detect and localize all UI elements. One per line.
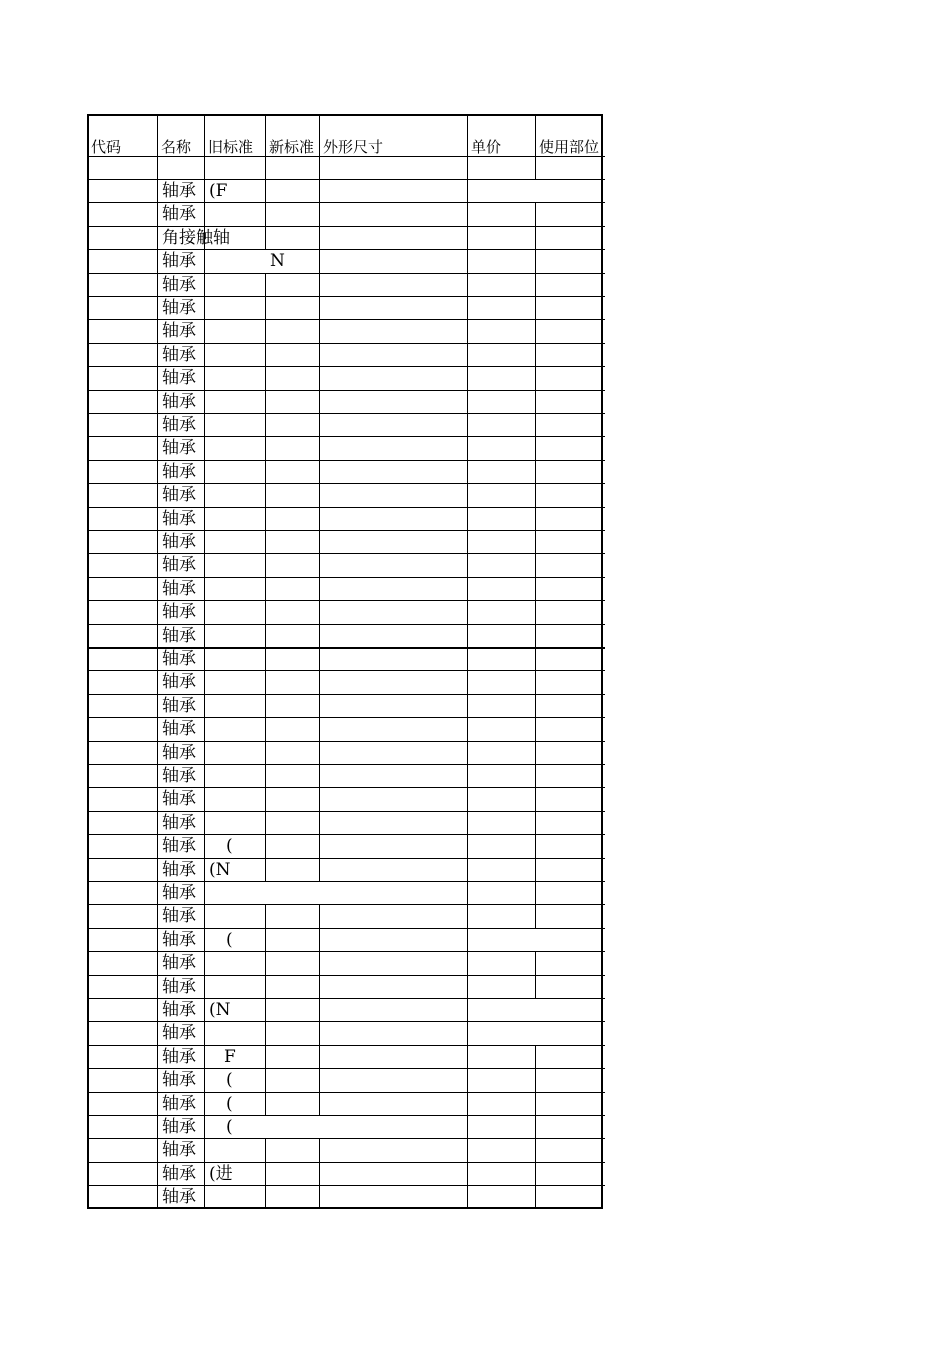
grid-line: [467, 507, 468, 530]
grid-line: [535, 249, 536, 272]
grid-line: [89, 881, 605, 882]
grid-line: [89, 366, 605, 367]
grid-line: [89, 670, 605, 671]
table-cell[interactable]: 轴承: [162, 1023, 196, 1044]
grid-line: [265, 1068, 266, 1091]
grid-line: [265, 343, 266, 366]
grid-line: [319, 1045, 320, 1068]
grid-line: [265, 226, 266, 249]
grid-line: [319, 764, 320, 787]
grid-line: [265, 834, 266, 857]
grid-line: [319, 366, 320, 389]
grid-line: [467, 881, 468, 904]
table-cell[interactable]: 轴承: [162, 602, 196, 623]
grid-line: [265, 741, 266, 764]
grid-line: [89, 1138, 605, 1139]
grid-line: [265, 717, 266, 740]
grid-line: [89, 390, 605, 391]
grid-line: [89, 577, 605, 578]
grid-line: [535, 881, 536, 904]
grid-line: [265, 975, 266, 998]
grid-line: [535, 787, 536, 810]
grid-line: [89, 273, 605, 274]
grid-line: [467, 764, 468, 787]
grid-line: [535, 460, 536, 483]
grid-line: [265, 156, 266, 179]
grid-line: [319, 600, 320, 623]
grid-line: [467, 577, 468, 600]
grid-line: [265, 413, 266, 436]
grid-line: [319, 1021, 320, 1044]
grid-line: [319, 179, 320, 202]
grid-line: [467, 834, 468, 857]
table-cell[interactable]: 轴承: [162, 1187, 196, 1208]
grid-line: [319, 998, 320, 1021]
grid-line: [89, 507, 605, 508]
grid-line: [467, 1185, 468, 1208]
grid-line: [265, 179, 266, 202]
grid-line: [535, 483, 536, 506]
table-cell[interactable]: (N: [209, 859, 231, 880]
grid-line: [467, 202, 468, 225]
grid-line: [535, 114, 536, 156]
table-cell[interactable]: 轴承: [162, 976, 196, 997]
grid-line: [89, 928, 605, 929]
grid-line: [535, 413, 536, 436]
grid-line: [89, 226, 605, 227]
grid-line: [467, 530, 468, 553]
spreadsheet-table: [87, 114, 603, 1209]
grid-line: [265, 114, 266, 156]
grid-line: [265, 1162, 266, 1185]
table-cell[interactable]: 角接触轴: [162, 227, 230, 248]
grid-line: [89, 1092, 605, 1093]
grid-line: [89, 951, 605, 952]
grid-line: [467, 951, 468, 974]
table-cell[interactable]: (: [226, 1117, 233, 1137]
grid-line: [535, 904, 536, 927]
grid-line: [265, 202, 266, 225]
grid-line: [467, 694, 468, 717]
grid-line: [265, 530, 266, 553]
table-cell[interactable]: 轴承: [162, 766, 196, 786]
table-cell[interactable]: 轴承: [162, 695, 196, 716]
grid-line: [535, 296, 536, 319]
grid-line: [535, 951, 536, 974]
grid-line: [319, 319, 320, 342]
table-cell[interactable]: 轴承: [162, 672, 196, 693]
table-cell[interactable]: 轴承: [162, 1046, 196, 1067]
table-cell[interactable]: (N: [209, 1000, 231, 1020]
table-cell[interactable]: 轴承: [162, 906, 196, 927]
grid-line: [535, 764, 536, 787]
table-cell[interactable]: 轴承: [162, 1163, 196, 1184]
grid-line: [535, 1115, 536, 1138]
column-header: 代码: [91, 138, 122, 156]
grid-line: [89, 600, 605, 601]
grid-line: [265, 647, 266, 670]
grid-line: [467, 717, 468, 740]
table-cell[interactable]: 轴承: [162, 883, 196, 903]
table-cell[interactable]: 轴承: [162, 391, 196, 412]
grid-line: [535, 530, 536, 553]
table-cell[interactable]: 轴承: [162, 532, 196, 552]
table-cell[interactable]: 轴承: [162, 298, 196, 318]
grid-line: [265, 858, 266, 881]
table-cell[interactable]: 轴承: [162, 1070, 196, 1091]
table-cell[interactable]: 轴承: [162, 1140, 196, 1161]
grid-line: [319, 694, 320, 717]
grid-line: [319, 834, 320, 857]
grid-line: [89, 156, 605, 157]
grid-line: [467, 343, 468, 366]
grid-line: [535, 1092, 536, 1115]
grid-line: [319, 1068, 320, 1091]
grid-line: [89, 553, 605, 554]
grid-line: [89, 1068, 605, 1069]
table-cell[interactable]: (: [226, 836, 233, 857]
grid-line: [319, 858, 320, 881]
grid-line: [467, 787, 468, 810]
grid-line: [319, 975, 320, 998]
grid-line: [467, 179, 468, 202]
grid-line: [467, 670, 468, 693]
grid-line: [535, 624, 536, 647]
grid-line: [265, 273, 266, 296]
grid-line: [535, 366, 536, 389]
grid-line: [319, 787, 320, 810]
grid-line: [89, 741, 605, 742]
table-cell[interactable]: (: [226, 929, 233, 950]
grid-line: [467, 226, 468, 249]
grid-line: [467, 1162, 468, 1185]
grid-line: [467, 1115, 468, 1138]
grid-line: [319, 1162, 320, 1185]
grid-line: [319, 741, 320, 764]
table-cell[interactable]: 轴承: [162, 508, 196, 529]
grid-line: [265, 366, 266, 389]
grid-line: [467, 483, 468, 506]
grid-line: [319, 226, 320, 249]
table-cell[interactable]: 轴承: [162, 485, 196, 506]
grid-line: [89, 1185, 605, 1186]
grid-line: [319, 928, 320, 951]
grid-line: [265, 998, 266, 1021]
grid-line: [535, 507, 536, 530]
table-cell[interactable]: 轴承: [162, 789, 196, 810]
grid-line: [319, 413, 320, 436]
grid-line: [467, 1092, 468, 1115]
grid-line: [89, 319, 605, 320]
grid-line: [535, 858, 536, 881]
grid-line: [535, 1185, 536, 1208]
grid-line: [265, 483, 266, 506]
grid-line: [467, 460, 468, 483]
grid-line: [265, 319, 266, 342]
grid-line: [467, 390, 468, 413]
table-cell[interactable]: 轴承: [162, 204, 196, 225]
grid-line: [89, 998, 605, 999]
column-header: 单价: [471, 138, 502, 156]
grid-line: [535, 1138, 536, 1161]
grid-line: [265, 1092, 266, 1115]
grid-line: [89, 858, 605, 859]
grid-line: [467, 624, 468, 647]
grid-line: [535, 226, 536, 249]
grid-line: [535, 1068, 536, 1091]
grid-line: [467, 553, 468, 576]
grid-line: [535, 647, 536, 670]
table-cell[interactable]: 轴承: [162, 836, 196, 857]
table-cell[interactable]: 轴承: [162, 625, 196, 646]
grid-line: [319, 436, 320, 459]
table-cell[interactable]: 轴承: [162, 953, 196, 974]
grid-line: [535, 834, 536, 857]
grid-line: [265, 1045, 266, 1068]
grid-line: [319, 273, 320, 296]
grid-line: [319, 483, 320, 506]
table-cell[interactable]: 轴承: [162, 555, 196, 576]
grid-line: [467, 1045, 468, 1068]
grid-line: [319, 647, 320, 670]
table-cell[interactable]: (F: [209, 181, 228, 201]
table-cell[interactable]: 轴承: [162, 1093, 196, 1114]
grid-line: [319, 1185, 320, 1208]
grid-line: [265, 390, 266, 413]
table-cell[interactable]: 轴承: [162, 859, 196, 880]
table-cell[interactable]: 轴承: [162, 438, 196, 459]
grid-line: [467, 319, 468, 342]
grid-line: [535, 553, 536, 576]
table-cell[interactable]: 轴承: [162, 181, 196, 201]
table-cell[interactable]: (: [226, 1070, 233, 1091]
grid-line: [89, 249, 605, 250]
grid-line: [467, 998, 468, 1021]
grid-line: [89, 694, 605, 695]
table-cell[interactable]: 轴承: [162, 274, 196, 295]
grid-line: [265, 553, 266, 576]
grid-line: [319, 343, 320, 366]
grid-line: [265, 904, 266, 927]
grid-line: [535, 600, 536, 623]
grid-line: [467, 647, 468, 670]
table-cell[interactable]: 轴承: [162, 1117, 196, 1137]
grid-line: [467, 296, 468, 319]
grid-line: [265, 670, 266, 693]
grid-line: [89, 483, 605, 484]
table-cell[interactable]: (进: [209, 1163, 233, 1184]
grid-line: [535, 1045, 536, 1068]
grid-line: [265, 296, 266, 319]
grid-line: [467, 811, 468, 834]
grid-line: [89, 343, 605, 344]
table-cell[interactable]: 轴承: [162, 344, 196, 365]
grid-line: [89, 811, 605, 812]
grid-line: [467, 975, 468, 998]
grid-line: [319, 670, 320, 693]
table-cell[interactable]: N: [270, 251, 285, 272]
grid-line: [265, 811, 266, 834]
grid-line: [265, 577, 266, 600]
grid-line: [89, 460, 605, 461]
grid-line: [319, 249, 320, 272]
grid-line: [535, 273, 536, 296]
grid-line: [89, 624, 605, 625]
grid-line: [535, 156, 536, 179]
grid-line: [319, 114, 320, 156]
grid-line: [467, 366, 468, 389]
table-cell[interactable]: (: [226, 1093, 233, 1114]
grid-line: [535, 670, 536, 693]
table-cell[interactable]: 轴承: [162, 578, 196, 599]
grid-line: [265, 1185, 266, 1208]
grid-line: [535, 436, 536, 459]
grid-line: [467, 600, 468, 623]
table-cell[interactable]: 轴承: [162, 649, 196, 669]
grid-line: [319, 530, 320, 553]
grid-line: [319, 202, 320, 225]
grid-line: [89, 1045, 605, 1046]
grid-line: [535, 390, 536, 413]
grid-line: [467, 858, 468, 881]
grid-line: [467, 156, 468, 179]
table-cell[interactable]: F: [224, 1046, 236, 1067]
grid-line: [89, 1021, 605, 1022]
grid-line: [319, 904, 320, 927]
column-header: 旧标准: [208, 138, 254, 156]
grid-line: [265, 507, 266, 530]
grid-line: [319, 811, 320, 834]
grid-line: [535, 811, 536, 834]
table-cell[interactable]: 轴承: [162, 929, 196, 950]
grid-line: [89, 413, 605, 414]
grid-line: [319, 460, 320, 483]
grid-line: [467, 436, 468, 459]
grid-line: [319, 717, 320, 740]
table-cell[interactable]: 轴承: [162, 321, 196, 342]
grid-line: [265, 787, 266, 810]
grid-line: [319, 624, 320, 647]
grid-line: [89, 1162, 605, 1163]
grid-line: [467, 273, 468, 296]
grid-line: [535, 741, 536, 764]
grid-line: [265, 951, 266, 974]
grid-line: [467, 904, 468, 927]
grid-line: [319, 390, 320, 413]
grid-line: [467, 1021, 468, 1044]
table-cell[interactable]: 轴承: [162, 415, 196, 435]
grid-line: [319, 951, 320, 974]
table-cell[interactable]: 轴承: [162, 461, 196, 482]
grid-line: [265, 436, 266, 459]
column-header: 使用部位: [539, 138, 600, 156]
grid-line: [89, 717, 605, 718]
grid-line: [319, 553, 320, 576]
grid-line: [319, 1092, 320, 1115]
grid-line: [89, 530, 605, 531]
grid-line: [467, 114, 468, 156]
grid-line: [535, 975, 536, 998]
grid-line: [89, 975, 605, 976]
grid-line: [89, 1115, 605, 1116]
grid-line: [467, 1068, 468, 1091]
grid-line: [89, 179, 605, 180]
grid-line: [265, 764, 266, 787]
grid-line: [89, 787, 605, 788]
grid-line: [467, 741, 468, 764]
grid-line: [535, 319, 536, 342]
grid-line: [535, 343, 536, 366]
grid-line: [319, 577, 320, 600]
grid-line: [265, 624, 266, 647]
grid-line: [535, 202, 536, 225]
grid-line: [467, 928, 468, 951]
grid-line: [265, 600, 266, 623]
grid-line: [89, 834, 605, 835]
grid-line: [89, 436, 605, 437]
grid-line: [535, 694, 536, 717]
grid-line: [467, 249, 468, 272]
column-header: 外形尺寸: [323, 138, 384, 156]
grid-line: [89, 296, 605, 297]
grid-line: [265, 1138, 266, 1161]
grid-line: [89, 202, 605, 203]
grid-line: [89, 764, 605, 765]
grid-line: [319, 507, 320, 530]
grid-line: [265, 460, 266, 483]
grid-line: [265, 1021, 266, 1044]
grid-line: [265, 694, 266, 717]
table-cell[interactable]: 轴承: [162, 251, 196, 272]
table-cell[interactable]: 轴承: [162, 719, 196, 740]
table-cell[interactable]: 轴承: [162, 742, 196, 763]
grid-line: [467, 413, 468, 436]
grid-line: [319, 1138, 320, 1161]
grid-line: [319, 156, 320, 179]
grid-line: [535, 1162, 536, 1185]
grid-line: [535, 717, 536, 740]
grid-line: [535, 577, 536, 600]
column-header: 新标准: [269, 138, 315, 156]
column-header: 名称: [161, 138, 192, 156]
grid-line: [467, 1138, 468, 1161]
table-cell[interactable]: 轴承: [162, 1000, 196, 1020]
grid-line: [89, 904, 605, 905]
table-cell[interactable]: 轴承: [162, 368, 196, 389]
table-cell[interactable]: 轴承: [162, 812, 196, 833]
grid-line: [265, 928, 266, 951]
grid-line: [319, 296, 320, 319]
